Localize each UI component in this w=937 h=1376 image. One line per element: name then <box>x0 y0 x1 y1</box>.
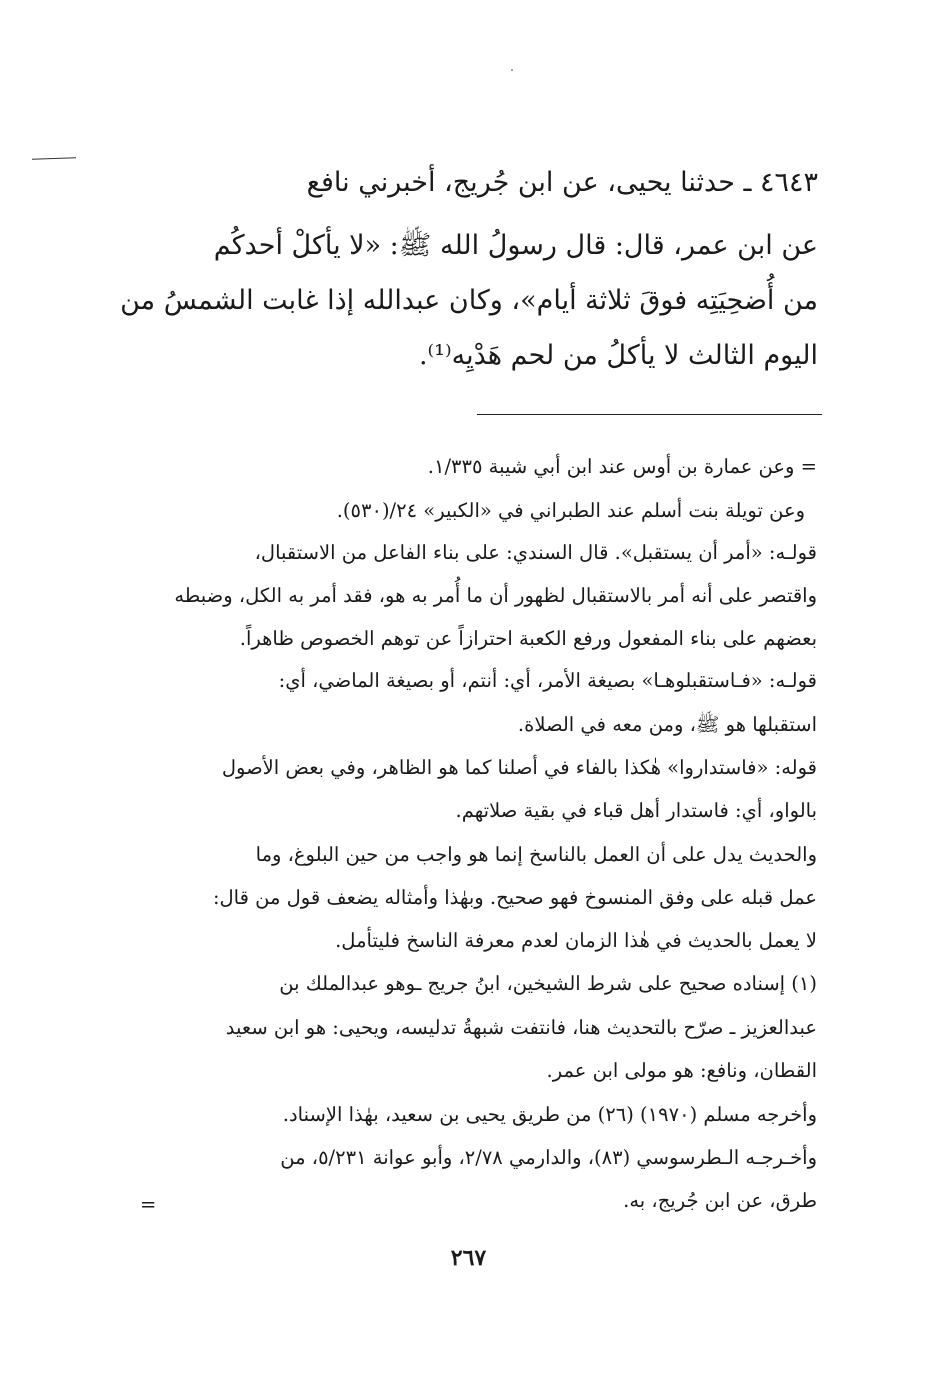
footnote-line: والحديث يدل على أن العمل بالناسخ إنما هو واجب من حين البلوغ، وما <box>255 843 817 866</box>
continuation-mark: = <box>140 1193 157 1216</box>
margin-mark <box>32 157 76 160</box>
hadith-line: من أُضحِيَتِه فوقَ ثلاثة أيام»، وكان عبدالله إذا غابت الشمسُ من <box>120 285 818 316</box>
footnote-line: القطان، ونافع: هو مولى ابن عمر. <box>546 1059 817 1082</box>
footnote-line: بعضهم على بناء المفعول ورفع الكعبة احترازاً عن توهم الخصوص ظاهراً. <box>239 627 817 650</box>
hadith-line: اليوم الثالث لا يأكلُ من لحم هَدْيِه⁽¹⁾. <box>418 340 818 371</box>
page-number: ٢٦٧ <box>450 1245 487 1271</box>
footnote-line: وأخـرجـه الـطرسوسي (٨٣)، والدارمي ٢/٧٨، وأبو عوانة ٥/٢٣١، من <box>280 1146 817 1169</box>
footnote-line: وأخرجه مسلم (١٩٧٠) (٢٦) من طريق يحيى بن سعيد، بهٰذا الإسناد. <box>282 1103 817 1126</box>
hadith-line: ٤٦٤٣ ـ حدثنا يحيى، عن ابن جُريج، أخبرني نافع <box>306 167 818 198</box>
hadith-line: عن ابن عمر، قال: قال رسولُ الله ﷺ: «لا يأكلْ أحدكُم <box>213 230 818 261</box>
footnote-line: = وعن عمارة بن أوس عند ابن أبي شيبة ١/٣٣٥. <box>427 455 817 478</box>
footnote-divider <box>477 414 822 415</box>
footnote-line: (١) إسناده صحيح على شرط الشيخين، ابنُ جريج ـوهو عبدالملك بن <box>279 972 817 995</box>
footnote-line: عمل قبله على وفق المنسوخ فهو صحيح. وبهٰذا وأمثاله يضعف قول من قال: <box>212 886 817 909</box>
speck-mark <box>511 69 513 71</box>
footnote-line: قولـه: «فـاستقبلوهـا» بصيغة الأمر، أي: أنتم، أو بصيغة الماضي، أي: <box>278 669 817 692</box>
footnote-line: قوله: «فاستداروا» هٰكذا بالفاء في أصلنا كما هو الظاهر، وفي بعض الأصول <box>221 756 817 779</box>
footnote-line: طرق، عن ابن جُريج، به. <box>623 1189 817 1212</box>
footnote-line: لا يعمل بالحديث في هٰذا الزمان لعدم معرفة الناسخ فليتأمل. <box>335 929 817 952</box>
footnote-line: بالواو، أي: فاستدار أهل قباء في بقية صلاتهم. <box>455 799 817 822</box>
footnote-line: استقبلها هو ﷺ، ومن معه في الصلاة. <box>517 713 817 736</box>
footnote-line: واقتصر على أنه أمر بالاستقبال لظهور أن ما أُمر به هو، فقد أمر به الكل، وضبطه <box>174 584 817 607</box>
footnote-line: قولـه: «أمر أن يستقبل». قال السندي: على بناء الفاعل من الاستقبال، <box>254 541 817 564</box>
footnote-line: عبدالعزيز ـ صرّح بالتحديث هنا، فانتفت شبهةُ تدليسه، ويحيى: هو ابن سعيد <box>225 1016 817 1039</box>
footnote-line: وعن تويلة بنت أسلم عند الطبراني في «الكبير» ٢٤/(٥٣٠). <box>336 499 805 522</box>
